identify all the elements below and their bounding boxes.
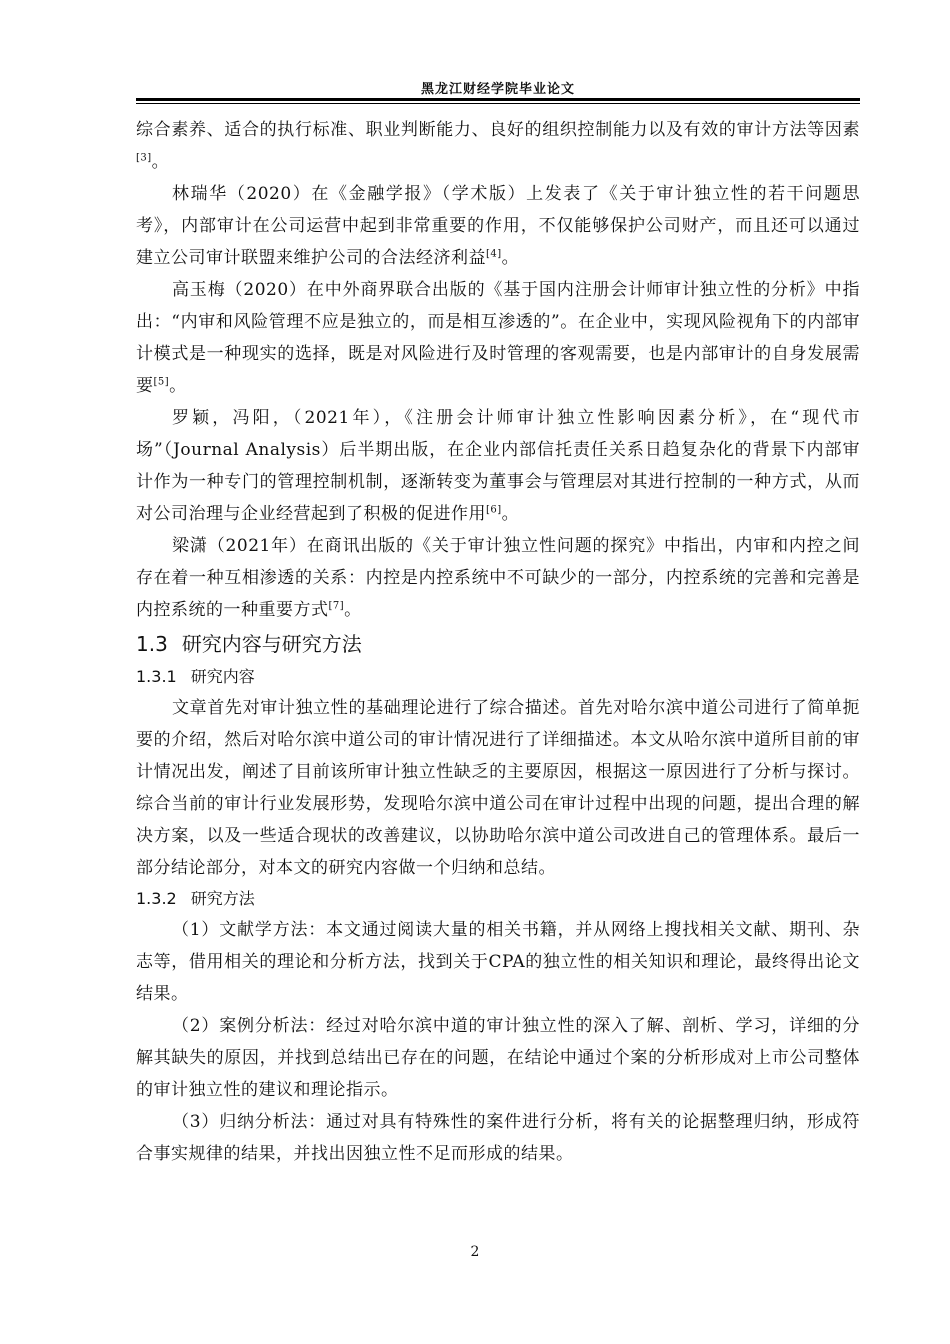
paragraph: 罗颖，冯阳，（2021年），《注册会计师审计独立性影响因素分析》，在“现代市场”（Journal Analysis）后半期出版，在企业内部信托责任关系日趋复杂化的背景下内部审计作为一种专门的管理控制机制，逐渐转变为董事会与管理层对其进行控制的一种方式，从而对公司治理与企业经营起到了积极的促进作用[6]。 xyxy=(136,408,860,524)
paragraph: 梁潇（2021年）在商讯出版的《关于审计独立性问题的探究》中指出，内审和内控之间存在着一种互相渗透的关系：内控是内控系统中不可缺少的一部分，内控系统的完善和完善是内控系统的一种重要方式[7]。 xyxy=(136,536,860,620)
paragraph: 高玉梅（2020）在中外商界联合出版的《基于国内注册会计师审计独立性的分析》中指出：“内审和风险管理不应是独立的，而是相互渗透的”。在企业中，实现风险视角下的内部审计模式是一种现实的选择，既是对风险进行及时管理的客观需要，也是内部审计的自身发展需要[5]。 xyxy=(136,280,860,396)
subsection-heading: 1.3.2 研究方法 xyxy=(136,889,255,908)
citation: [6] xyxy=(486,504,502,516)
paragraph: （1）文献学方法：本文通过阅读大量的相关书籍，并从网络上搜找相关文献、期刊、杂志等，借用相关的理论和分析方法，找到关于CPA的独立性的相关知识和理论，最终得出论文结果。 xyxy=(136,920,860,1004)
paragraph: （3）归纳分析法：通过对具有特殊性的案件进行分析，将有关的论据整理归纳，形成符合事实规律的结果，并找出因独立性不足而形成的结果。 xyxy=(136,1112,860,1164)
citation: [3] xyxy=(136,152,152,164)
paragraph: 文章首先对审计独立性的基础理论进行了综合描述。首先对哈尔滨中道公司进行了简单扼要的介绍，然后对哈尔滨中道公司的审计情况进行了详细描述。本文从哈尔滨中道所目前的审计情况出发，阐述了目前该所审计独立性缺乏的主要原因，根据这一原因进行了分析与探讨。综合当前的审计行业发展形势，发现哈尔滨中道公司在审计过程中出现的问题，提出合理的解决方案，以及一些适合现状的改善建议，以协助哈尔滨中道公司改进自己的管理体系。最后一部分结论部分，对本文的研究内容做一个归纳和总结。 xyxy=(136,698,860,878)
page-number: 2 xyxy=(470,1244,480,1260)
subsection-heading: 1.3.1 研究内容 xyxy=(136,667,255,686)
header-rule-thin xyxy=(136,103,860,104)
paragraph: 综合素养、适合的执行标准、职业判断能力、良好的组织控制能力以及有效的审计方法等因素[3]。 xyxy=(136,120,860,172)
section-heading: 1.3 研究内容与研究方法 xyxy=(136,632,362,656)
header-rule-thick xyxy=(136,98,860,101)
document-body xyxy=(136,114,860,1170)
page-header: 黑龙江财经学院毕业论文 xyxy=(420,82,575,97)
citation: [7] xyxy=(328,600,345,612)
citation: [4] xyxy=(486,248,502,260)
citation: [5] xyxy=(153,376,170,388)
paragraph: 林瑞华（2020）在《金融学报》（学术版）上发表了《关于审计独立性的若干问题思考》，内部审计在公司运营中起到非常重要的作用，不仅能够保护公司财产，而且还可以通过建立公司审计联盟来维护公司的合法经济利益[4]。 xyxy=(136,184,860,268)
paragraph: （2）案例分析法：经过对哈尔滨中道的审计独立性的深入了解、剖析、学习，详细的分解其缺失的原因，并找到总结出已存在的问题，在结论中通过个案的分析形成对上市公司整体的审计独立性的建议和理论指示。 xyxy=(136,1016,860,1100)
